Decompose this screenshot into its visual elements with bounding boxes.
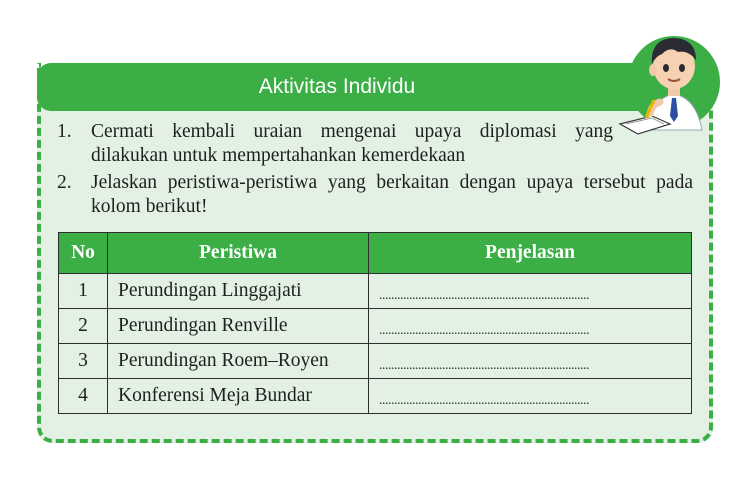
row-event: Perundingan Roem–Royen [108,344,369,379]
instruction-text: Jelaskan peristiwa-peristiwa yang berkaitan dengan upaya tersebut pada kolom berikut! [91,172,693,217]
header-event: Peristiwa [108,233,369,274]
instruction-text: Cermati kembali uraian mengenai upaya diplomasi yang dilakukan untuk mempertahankan kemerdekaan [91,121,613,166]
row-number: 3 [59,344,108,379]
dotted-blank: ...................................................................... [379,288,589,303]
dashed-card-border [37,63,713,443]
dotted-blank: ...................................................................... [379,323,589,338]
row-event: Perundingan Linggajati [108,274,369,309]
header-explanation: Penjelasan [369,233,692,274]
activity-title: Aktivitas Individu [258,75,416,98]
dotted-blank: ...................................................................... [379,393,589,408]
instruction-number: 2. [57,172,72,193]
row-number: 1 [59,274,108,309]
header-no: No [59,233,108,274]
row-number: 2 [59,309,108,344]
row-event: Konferensi Meja Bundar [108,379,369,414]
dotted-blank: ...................................................................... [379,358,589,373]
row-number: 4 [59,379,108,414]
instruction-number: 1. [57,121,72,142]
row-event: Perundingan Renville [108,309,369,344]
